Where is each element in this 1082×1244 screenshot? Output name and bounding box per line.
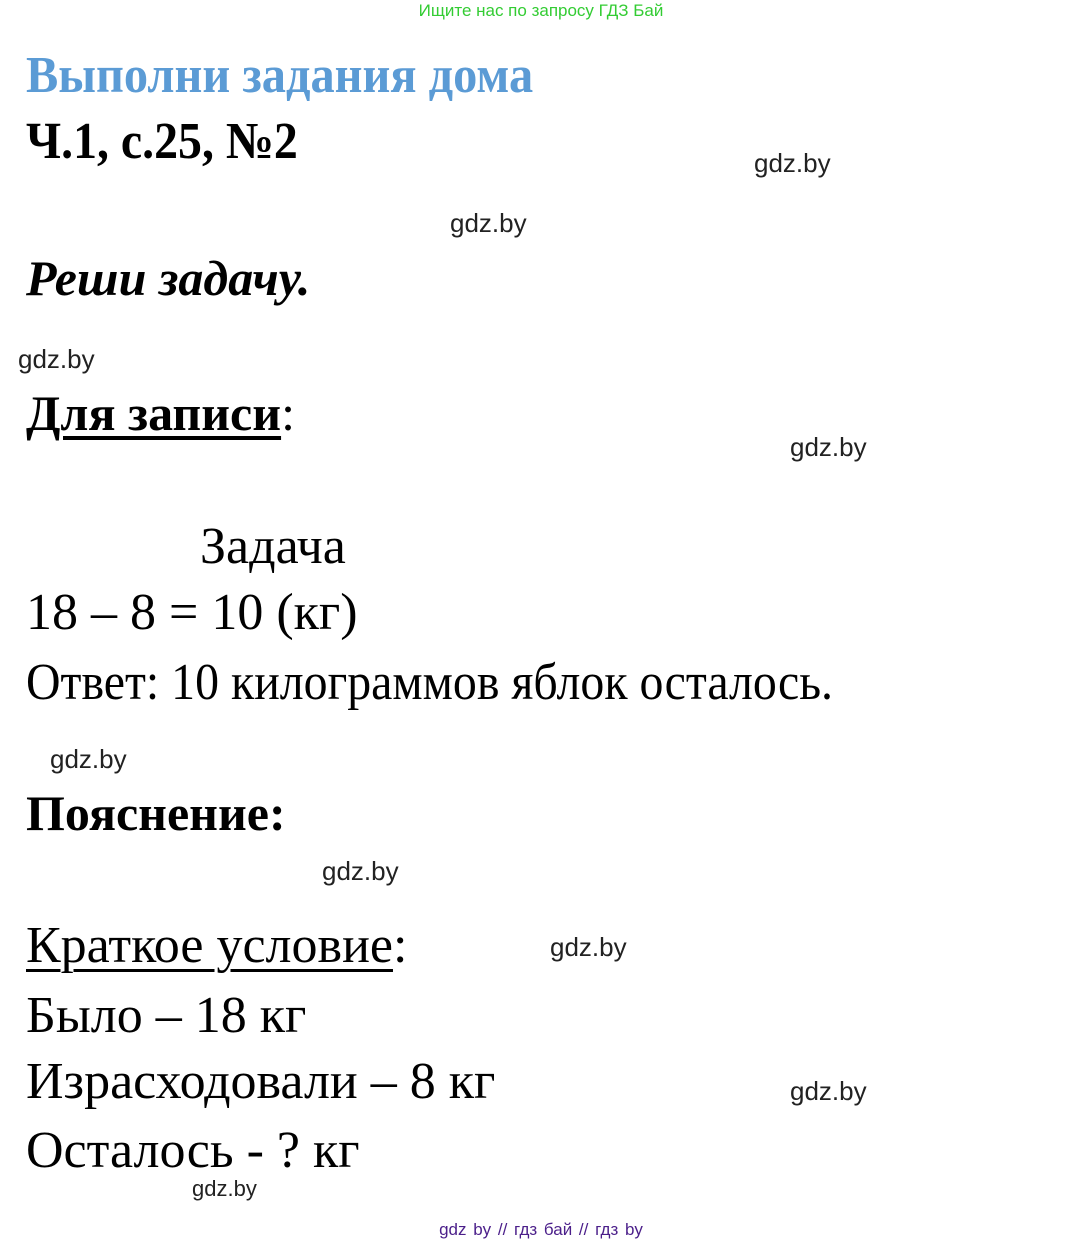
watermark: gdz.by (322, 856, 399, 886)
watermark: gdz.by (754, 148, 831, 178)
condition-title-label: Краткое условие (26, 917, 393, 974)
bottom-banner[interactable]: gdz by // гдз бай // гдз by (439, 1220, 643, 1239)
watermark: gdz.by (50, 744, 127, 774)
answer: Ответ: 10 килограммов яблок осталось. (26, 654, 834, 711)
watermark: gdz.by (550, 932, 627, 962)
condition-title (26, 915, 407, 977)
top-banner[interactable]: Ищите нас по запросу ГДЗ Бай (418, 1, 664, 20)
watermark: gdz.by (790, 1076, 867, 1106)
watermark: gdz.by (790, 432, 867, 462)
page-title: Выполни задания дома (26, 47, 534, 104)
condition-line: Осталось - ? кг (26, 1122, 360, 1179)
condition-line: Было – 18 кг (26, 987, 307, 1044)
explanation-heading: Пояснение: (26, 785, 286, 841)
record-heading-label: Для записи (26, 385, 282, 441)
condition-line: Израсходовали – 8 кг (26, 1053, 496, 1110)
record-heading (26, 383, 295, 443)
task-title: Задача (200, 518, 346, 575)
instruction-heading: Реши задачу. (26, 250, 311, 306)
condition-title-colon: : (392, 917, 408, 974)
record-heading-colon: : (281, 385, 295, 441)
calculation: 18 – 8 = 10 (кг) (26, 584, 358, 641)
exercise-reference: Ч.1, с.25, №2 (26, 113, 298, 170)
watermark: gdz.by (192, 1176, 257, 1201)
watermark: gdz.by (18, 344, 95, 374)
watermark: gdz.by (450, 208, 527, 238)
